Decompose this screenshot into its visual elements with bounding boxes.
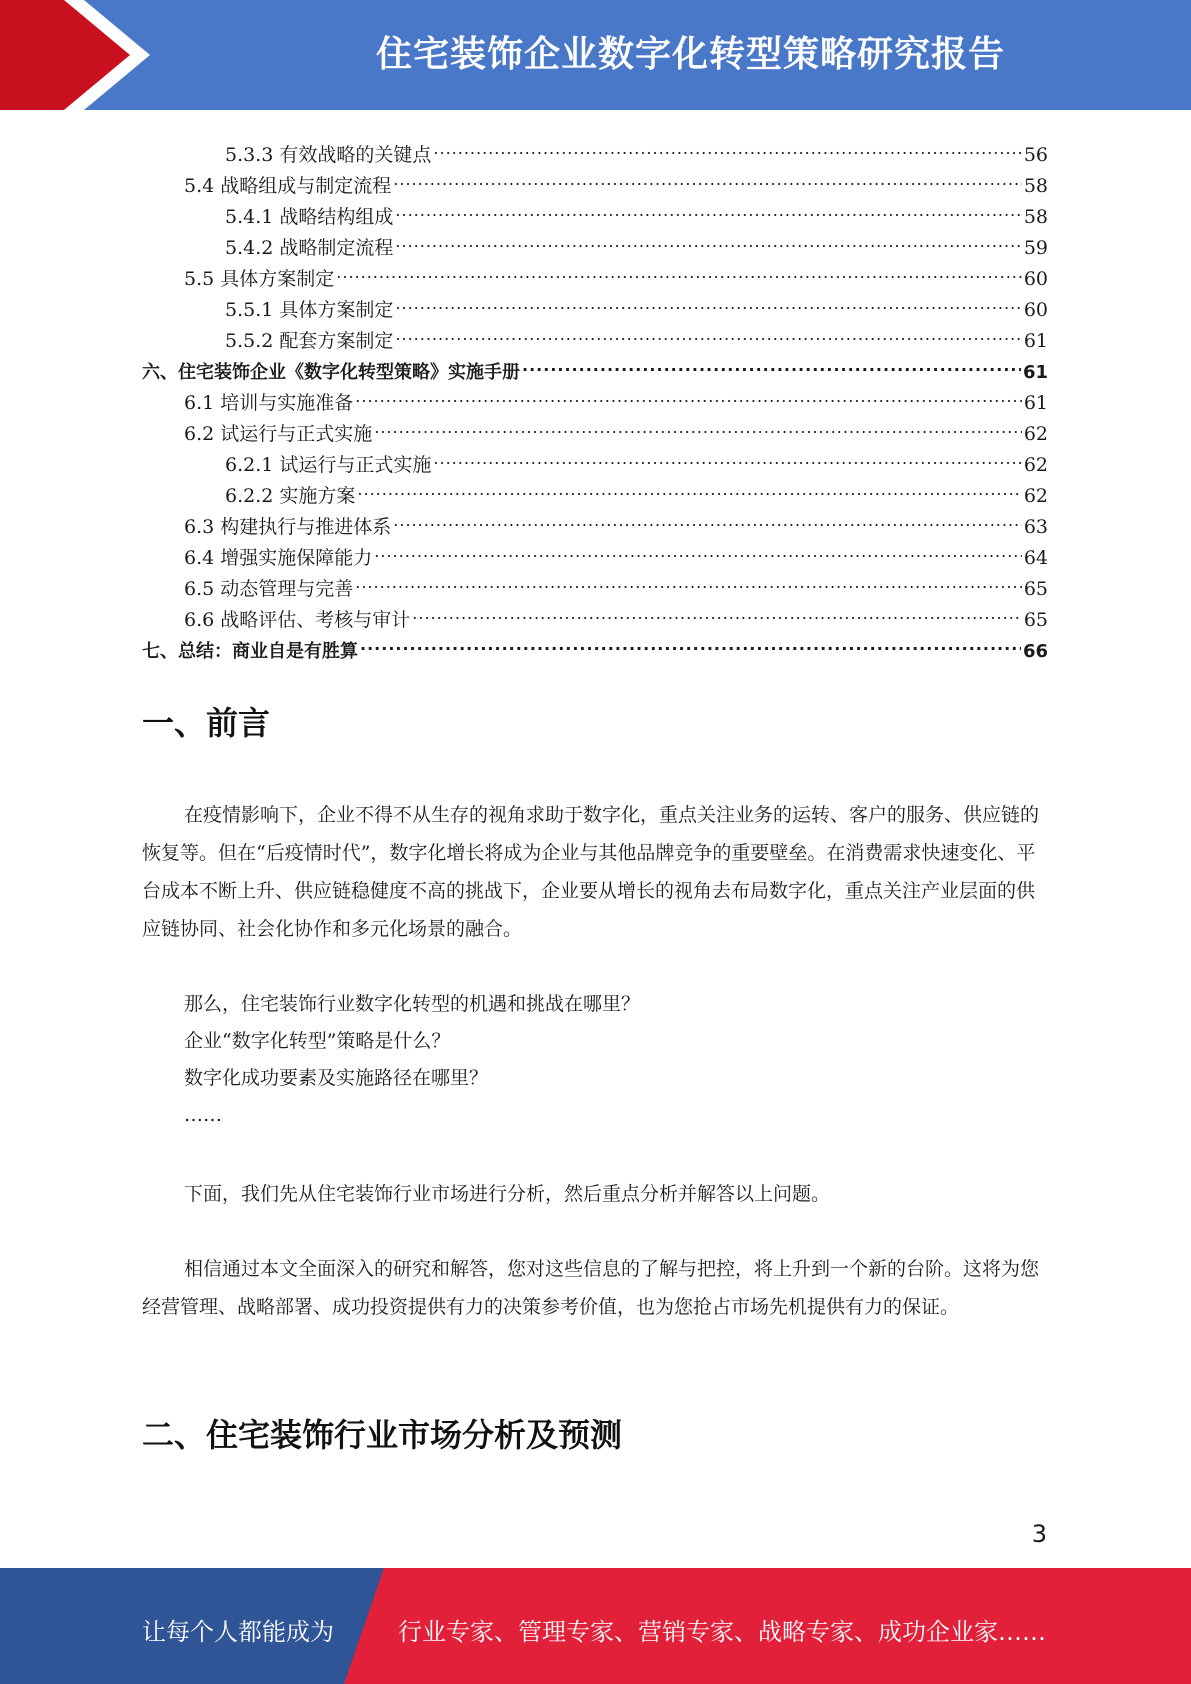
question-list [184, 986, 640, 1134]
toc-entry-title: 5.5 具体方案制定 [184, 268, 335, 290]
toc-entry-title: 6.5 动态管理与完善 [184, 578, 354, 600]
toc-dot-leader [433, 130, 1021, 161]
toc-entry[interactable] [142, 130, 1048, 166]
toc-entry-page: 62 [1023, 485, 1048, 507]
toc-entry-title: 六、住宅装饰企业《数字化转型策略》实施手册 [142, 362, 520, 383]
toc-entry-page: 60 [1023, 268, 1048, 290]
toc-entry-title: 6.2.1 试运行与正式实施 [225, 454, 432, 476]
table-of-contents [142, 130, 1048, 662]
question-item: 那么，住宅装饰行业数字化转型的机遇和挑战在哪里？ [184, 993, 641, 1015]
toc-entry[interactable] [142, 533, 1048, 569]
toc-dot-leader [393, 161, 1022, 192]
toc-entry-title: 5.5.1 具体方案制定 [225, 299, 394, 321]
toc-dot-leader [374, 533, 1022, 564]
page-number: 3 [1031, 1520, 1047, 1548]
toc-dot-leader [360, 626, 1021, 657]
toc-entry[interactable] [142, 347, 1048, 383]
toc-entry[interactable] [142, 254, 1048, 290]
toc-entry[interactable] [142, 595, 1048, 631]
toc-entry[interactable] [142, 502, 1048, 538]
footer-slogan-left: 让每个人都能成为 [142, 1618, 334, 1646]
question-item: 数字化成功要素及实施路径在哪里？ [184, 1067, 489, 1089]
toc-entry-title: 5.3.3 有效战略的关键点 [225, 144, 432, 166]
toc-entry[interactable] [142, 440, 1048, 476]
preface-paragraph-2: 下面，我们先从住宅装饰行业市场进行分析，然后重点分析并解答以上问题。 [184, 1183, 831, 1205]
toc-entry[interactable] [142, 378, 1048, 414]
toc-dot-leader [336, 254, 1022, 285]
toc-entry-page: 62 [1023, 423, 1048, 445]
toc-entry-page: 59 [1023, 237, 1048, 259]
toc-entry-page: 61 [1023, 330, 1048, 352]
toc-entry[interactable] [142, 161, 1048, 197]
toc-dot-leader [357, 471, 1021, 502]
toc-dot-leader [355, 378, 1022, 409]
toc-entry-page: 65 [1023, 609, 1048, 631]
toc-entry-page: 62 [1023, 454, 1048, 476]
toc-dot-leader [393, 502, 1022, 533]
page-footer [0, 1568, 1191, 1684]
toc-entry[interactable] [142, 471, 1048, 507]
toc-entry-title: 5.4.2 战略制定流程 [225, 237, 394, 259]
question-item: 企业“数字化转型”策略是什么？ [184, 1030, 451, 1052]
toc-dot-leader [374, 409, 1022, 440]
toc-entry-page: 58 [1023, 206, 1048, 228]
toc-entry[interactable] [142, 192, 1048, 228]
toc-entry[interactable] [142, 316, 1048, 352]
toc-entry-title: 5.4.1 战略结构组成 [225, 206, 394, 228]
toc-dot-leader [355, 564, 1022, 595]
toc-entry-page: 63 [1023, 516, 1048, 538]
toc-entry-page: 64 [1023, 547, 1048, 569]
toc-entry-title: 6.2.2 实施方案 [225, 485, 356, 507]
question-ellipsis: …… [184, 1104, 222, 1126]
toc-dot-leader [412, 595, 1022, 626]
toc-entry-title: 6.3 构建执行与推进体系 [184, 516, 392, 538]
toc-entry-page: 65 [1023, 578, 1048, 600]
toc-entry-page: 66 [1022, 641, 1048, 662]
preface-paragraph-1: 在疫情影响下，企业不得不从生存的视角求助于数字化，重点关注业务的运转、客户的服务、供应链的恢复等。但在“后疫情时代”，数字化增长将成为企业与其他品牌竞争的重要壁垒。在消费需求快速变化、平台成本不断上升、供应链稳健度不高的挑战下，企业要从增长的视角去布局数字化，重点关注产业层面的供应链协同、社会化协作和多元化场景的融合。 [142, 804, 1040, 940]
toc-entry-page: 61 [1022, 362, 1048, 383]
section-heading-market-analysis: 二、住宅装饰行业市场分析及预测 [142, 1416, 623, 1454]
section-heading-preface: 一、前言 [142, 704, 271, 742]
report-title: 住宅装饰企业数字化转型策略研究报告 [375, 34, 1005, 75]
toc-entry-title: 6.6 战略评估、考核与审计 [184, 609, 411, 631]
toc-entry-page: 56 [1023, 144, 1048, 166]
toc-entry-title: 6.2 试运行与正式实施 [184, 423, 373, 445]
toc-dot-leader [522, 347, 1021, 378]
preface-paragraph-3: 相信通过本文全面深入的研究和解答，您对这些信息的了解与把控，将上升到一个新的台阶。这将为您经营管理、战略部署、成功投资提供有力的决策参考价值，也为您抢占市场先机提供有力的保证。 [142, 1258, 1040, 1318]
toc-entry-page: 60 [1023, 299, 1048, 321]
toc-entry[interactable] [142, 285, 1048, 321]
toc-dot-leader [395, 285, 1021, 316]
toc-dot-leader [395, 316, 1021, 347]
toc-entry-title: 5.4 战略组成与制定流程 [184, 175, 392, 197]
toc-entry[interactable] [142, 564, 1048, 600]
toc-entry-title: 七、总结：商业自是有胜算 [142, 641, 358, 662]
footer-slogan-right: 行业专家、管理专家、营销专家、战略专家、成功企业家…… [398, 1618, 1046, 1646]
toc-entry-page: 58 [1023, 175, 1048, 197]
toc-dot-leader [395, 192, 1021, 223]
toc-entry-title: 5.5.2 配套方案制定 [225, 330, 394, 352]
toc-dot-leader [433, 440, 1021, 471]
toc-entry-title: 6.4 增强实施保障能力 [184, 547, 373, 569]
toc-entry-page: 61 [1023, 392, 1048, 414]
page-header [0, 0, 1191, 110]
toc-entry[interactable] [142, 223, 1048, 259]
toc-entry[interactable] [142, 409, 1048, 445]
toc-dot-leader [395, 223, 1021, 254]
toc-entry-title: 6.1 培训与实施准备 [184, 392, 354, 414]
toc-entry[interactable] [142, 626, 1048, 662]
